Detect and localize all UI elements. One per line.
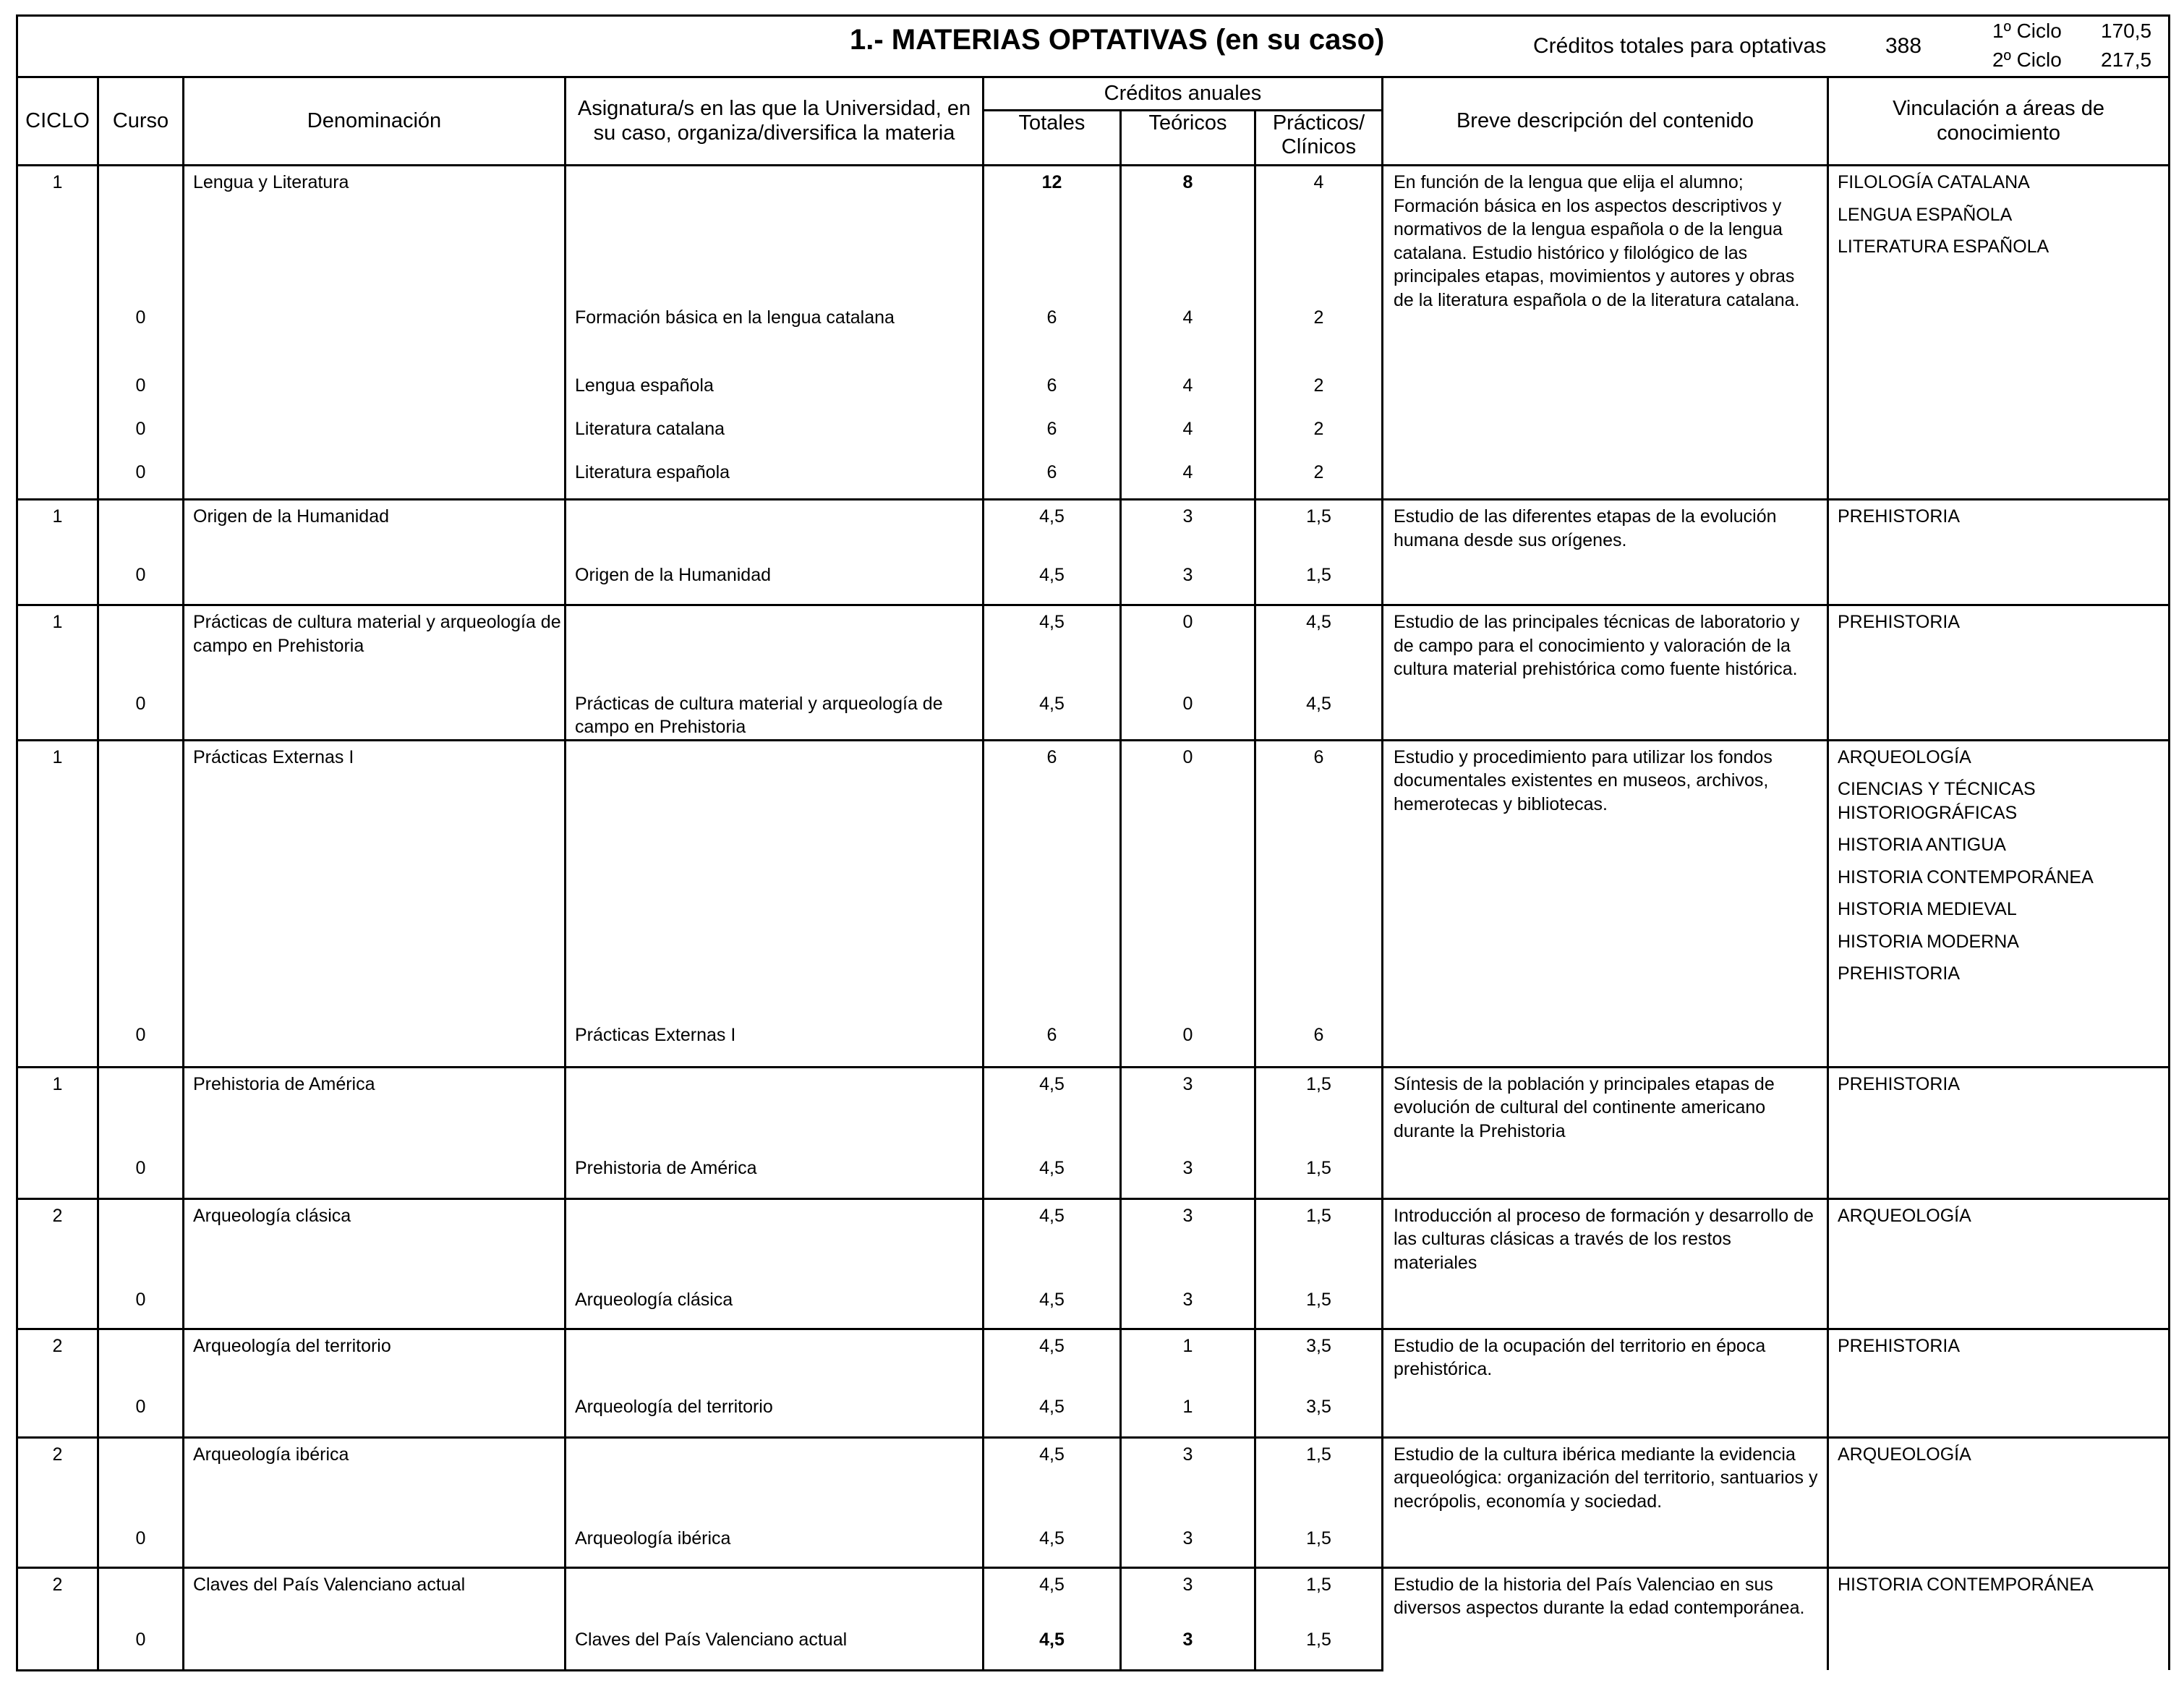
totales-cell: 6 [984,740,1121,1019]
practicos-cell: 1,5 [1255,1198,1383,1284]
ciclo-cell [17,1624,98,1670]
col-header-descripcion: Breve descripción del contenido [1383,77,1828,166]
materia-group [17,166,2170,500]
teoricos-cell: 3 [1121,1152,1255,1198]
denominacion-cell: Claves del País Valenciano actual [184,1567,566,1624]
totales-cell: 6 [984,370,1121,413]
vinculacion-cell [1828,1567,2170,1670]
curso-cell [98,1329,184,1391]
practicos-cell: 2 [1255,302,1383,370]
ciclo-cell [17,559,98,605]
teoricos-cell: 3 [1121,1067,1255,1152]
curso-cell [98,1198,184,1284]
denominacion-cell: Prácticas de cultura material y arqueología de campo en Prehistoria [184,605,566,688]
curso-cell [98,166,184,302]
ciclo-cell [17,370,98,413]
area-item: HISTORIA CONTEMPORÁNEA [1838,866,2094,887]
ciclo1-label: 1º Ciclo [1992,20,2062,42]
practicos-cell: 2 [1255,456,1383,500]
materia-group [17,1198,2170,1329]
ciclo-cell: 1 [17,166,98,302]
practicos-cell: 1,5 [1255,1152,1383,1198]
practicos-cell: 6 [1255,1019,1383,1067]
teoricos-cell: 4 [1121,370,1255,413]
teoricos-cell: 8 [1121,166,1255,302]
ciclo-cell [17,1152,98,1198]
ciclo1-value: 170,5 [2101,20,2152,42]
totales-cell: 4,5 [984,1624,1121,1670]
materia-row [17,1329,2170,1391]
optativas-table-wrapper [16,14,2168,1671]
descripcion-cell: En función de la lengua que elija el alumno; Formación básica en los aspectos descriptivos y normativos de la lengua española o de la lengua catalana. Estudio histórico y filológico de las principales etapas, movimientos y autores y obras de la literatura española o de la literatura catalana. [1383,166,1828,500]
col-header-denominacion: Denominación [184,77,566,166]
materia-group [17,1329,2170,1437]
materia-row [17,166,2170,302]
materia-group [17,1437,2170,1567]
asignatura-cell [566,500,984,559]
curso-cell [98,740,184,1019]
descripcion-cell: Estudio de la ocupación del territorio en época prehistórica. [1383,1329,1828,1437]
descripcion-cell: Estudio y procedimiento para utilizar los fondos documentales existentes en museos, archivos, hemerotecas y bibliotecas. [1383,740,1828,1067]
creditos-totales-value: 388 [1885,34,1922,58]
descripcion-cell: Síntesis de la población y principales etapas de evolución de cultural del continente americano durante la Prehistoria [1383,1067,1828,1198]
teoricos-cell: 0 [1121,1019,1255,1067]
practicos-cell: 1,5 [1255,1567,1383,1624]
teoricos-cell: 4 [1121,413,1255,456]
area-item: ARQUEOLOGÍA [1838,1205,1971,1226]
vinculacion-cell [1828,605,2170,741]
area-item: HISTORIA CONTEMPORÁNEA [1838,1574,2094,1595]
teoricos-cell: 0 [1121,688,1255,741]
ciclo-cell: 2 [17,1198,98,1284]
denominacion-cell [184,1624,566,1670]
materia-row [17,1198,2170,1284]
asignatura-cell: Lengua española [566,370,984,413]
teoricos-cell: 3 [1121,1437,1255,1522]
materia-group [17,500,2170,605]
materia-row [17,1437,2170,1522]
denominacion-cell [184,456,566,500]
practicos-cell: 4,5 [1255,605,1383,688]
teoricos-cell: 3 [1121,500,1255,559]
practicos-cell: 1,5 [1255,1067,1383,1152]
vinculacion-cell [1828,500,2170,605]
curso-cell: 0 [98,1284,184,1329]
asignatura-cell: Arqueología del territorio [566,1391,984,1437]
practicos-cell: 4 [1255,166,1383,302]
asignatura-cell [566,1198,984,1284]
totales-cell: 4,5 [984,1391,1121,1437]
teoricos-cell: 1 [1121,1329,1255,1391]
asignatura-cell [566,1437,984,1522]
optativas-table [16,14,2170,1671]
practicos-cell: 3,5 [1255,1391,1383,1437]
ciclo-cell [17,456,98,500]
practicos-cell: 1,5 [1255,500,1383,559]
denominacion-cell: Prácticas Externas I [184,740,566,1019]
descripcion-cell: Estudio de las diferentes etapas de la evolución humana desde sus orígenes. [1383,500,1828,605]
vinculacion-cell [1828,166,2170,500]
materia-group [17,1067,2170,1198]
area-item: LITERATURA ESPAÑOLA [1838,237,2049,257]
descripcion-cell: Estudio de la historia del País Valenciao en sus diversos aspectos durante la edad contemporánea. [1383,1567,1828,1670]
totales-cell: 4,5 [984,1284,1121,1329]
denominacion-cell [184,559,566,605]
page-title: 1.- MATERIAS OPTATIVAS (en su caso) [850,24,1385,56]
area-item: ARQUEOLOGÍA [1838,746,1971,767]
denominacion-cell: Arqueología del territorio [184,1329,566,1391]
teoricos-cell: 3 [1121,1567,1255,1624]
practicos-cell: 2 [1255,413,1383,456]
col-header-ciclo: CICLO [17,77,98,166]
practicos-cell: 6 [1255,740,1383,1019]
ciclo-cell [17,1391,98,1437]
vinculacion-cell [1828,740,2170,1067]
curso-cell: 0 [98,559,184,605]
denominacion-cell: Origen de la Humanidad [184,500,566,559]
descripcion-cell: Estudio de la cultura ibérica mediante la evidencia arqueológica: organización del territorio, santuarios y necrópolis, economía y sociedad. [1383,1437,1828,1567]
ciclo-cell [17,688,98,741]
totales-cell: 4,5 [984,1152,1121,1198]
totales-cell: 4,5 [984,1567,1121,1624]
asignatura-cell [566,740,984,1019]
creditos-totales-label: Créditos totales para optativas [1533,34,1827,58]
totales-cell: 4,5 [984,688,1121,741]
denominacion-cell [184,688,566,741]
asignatura-cell: Formación básica en la lengua catalana [566,302,984,370]
teoricos-cell: 1 [1121,1391,1255,1437]
practicos-cell: 1,5 [1255,1437,1383,1522]
curso-cell: 0 [98,456,184,500]
asignatura-cell: Literatura española [566,456,984,500]
curso-cell [98,500,184,559]
ciclo-cell: 1 [17,500,98,559]
materia-row [17,1567,2170,1624]
teoricos-cell: 3 [1121,1284,1255,1329]
curso-cell: 0 [98,1019,184,1067]
totales-cell: 4,5 [984,1522,1121,1567]
col-header-totales: Totales [984,111,1121,166]
totales-cell: 4,5 [984,500,1121,559]
ciclo-cell: 2 [17,1329,98,1391]
ciclo-cell [17,1019,98,1067]
denominacion-cell [184,370,566,413]
denominacion-cell: Arqueología clásica [184,1198,566,1284]
asignatura-cell: Arqueología clásica [566,1284,984,1329]
col-header-practicos: Prácticos/ Clínicos [1255,111,1383,166]
practicos-cell: 3,5 [1255,1329,1383,1391]
curso-cell: 0 [98,1522,184,1567]
totales-cell: 12 [984,166,1121,302]
area-item: PREHISTORIA [1838,963,1961,984]
area-item: HISTORIA MODERNA [1838,931,2019,952]
denominacion-cell [184,1284,566,1329]
vinculacion-cell [1828,1198,2170,1329]
area-item: HISTORIA ANTIGUA [1838,835,2006,855]
teoricos-cell: 0 [1121,605,1255,688]
descripcion-cell: Introducción al proceso de formación y desarrollo de las culturas clásicas a través de los restos materiales [1383,1198,1828,1329]
denominacion-cell [184,1391,566,1437]
ciclo-cell: 1 [17,1067,98,1152]
denominacion-cell: Arqueología ibérica [184,1437,566,1522]
area-item: PREHISTORIA [1838,612,1961,632]
col-header-curso: Curso [98,77,184,166]
curso-cell: 0 [98,370,184,413]
materia-row [17,1067,2170,1152]
area-item: PREHISTORIA [1838,1073,1961,1094]
practicos-cell: 4,5 [1255,688,1383,741]
vinculacion-cell [1828,1437,2170,1567]
asignatura-cell: Origen de la Humanidad [566,559,984,605]
practicos-cell: 1,5 [1255,1284,1383,1329]
materia-group [17,1567,2170,1670]
ciclo-cell: 2 [17,1567,98,1624]
denominacion-cell [184,1019,566,1067]
asignatura-cell [566,1567,984,1624]
totales-cell: 4,5 [984,1329,1121,1391]
denominacion-cell: Prehistoria de América [184,1067,566,1152]
practicos-cell: 1,5 [1255,559,1383,605]
teoricos-cell: 3 [1121,559,1255,605]
area-item: PREHISTORIA [1838,1335,1961,1356]
ciclo2-value: 217,5 [2101,48,2152,71]
ciclo-cell: 1 [17,605,98,688]
asignatura-cell [566,1067,984,1152]
area-item: PREHISTORIA [1838,506,1961,527]
descripcion-cell: Estudio de las principales técnicas de laboratorio y de campo para el conocimiento y valoración de la cultura material prehistórica como fuente histórica. [1383,605,1828,741]
teoricos-cell: 4 [1121,456,1255,500]
curso-cell [98,605,184,688]
ciclo-cell [17,1284,98,1329]
teoricos-cell: 4 [1121,302,1255,370]
asignatura-cell [566,1329,984,1391]
asignatura-cell: Prácticas Externas I [566,1019,984,1067]
practicos-cell: 2 [1255,370,1383,413]
curso-cell [98,1567,184,1624]
area-item: ARQUEOLOGÍA [1838,1444,1971,1465]
teoricos-cell: 3 [1121,1522,1255,1567]
ciclo-cell [17,413,98,456]
totales-cell: 6 [984,456,1121,500]
materia-row [17,605,2170,688]
asignatura-cell: Prehistoria de América [566,1152,984,1198]
ciclo-cell: 1 [17,740,98,1019]
materia-group [17,605,2170,741]
col-header-creditos: Créditos anuales [984,77,1383,111]
col-header-teoricos: Teóricos [1121,111,1255,166]
asignatura-cell: Arqueología ibérica [566,1522,984,1567]
curso-cell: 0 [98,1152,184,1198]
practicos-cell: 1,5 [1255,1522,1383,1567]
ciclo-cell: 2 [17,1437,98,1522]
asignatura-cell: Claves del País Valenciano actual [566,1624,984,1670]
area-item: FILOLOGÍA CATALANA [1838,172,2030,192]
materia-row [17,500,2170,559]
teoricos-cell: 3 [1121,1624,1255,1670]
ciclo-cell [17,1522,98,1567]
totales-cell: 6 [984,413,1121,456]
denominacion-cell [184,413,566,456]
curso-cell: 0 [98,413,184,456]
practicos-cell: 1,5 [1255,1624,1383,1670]
ciclo2-label: 2º Ciclo [1992,48,2062,71]
asignatura-cell [566,166,984,302]
totales-cell: 4,5 [984,1437,1121,1522]
vinculacion-cell [1828,1067,2170,1198]
totales-cell: 4,5 [984,605,1121,688]
asignatura-cell [566,605,984,688]
denominacion-cell [184,1152,566,1198]
teoricos-cell: 3 [1121,1198,1255,1284]
curso-cell [98,1067,184,1152]
materia-row [17,740,2170,1019]
curso-cell: 0 [98,1624,184,1670]
curso-cell: 0 [98,302,184,370]
area-item: LENGUA ESPAÑOLA [1838,204,2013,225]
totales-cell: 4,5 [984,1067,1121,1152]
totales-cell: 6 [984,302,1121,370]
area-item: HISTORIA MEDIEVAL [1838,899,2017,919]
ciclo-cell [17,302,98,370]
totales-cell: 4,5 [984,559,1121,605]
curso-cell: 0 [98,688,184,741]
totales-cell: 6 [984,1019,1121,1067]
curso-cell [98,1437,184,1522]
denominacion-cell: Lengua y Literatura [184,166,566,302]
col-header-vinculacion: Vinculación a áreas de conocimiento [1828,77,2170,166]
col-header-asignatura: Asignatura/s en las que la Universidad, en su caso, organiza/diversifica la materia [566,77,984,166]
asignatura-cell: Literatura catalana [566,413,984,456]
area-item: CIENCIAS Y TÉCNICAS HISTORIOGRÁFICAS [1838,779,2036,823]
asignatura-cell: Prácticas de cultura material y arqueología de campo en Prehistoria [566,688,984,741]
totales-cell: 4,5 [984,1198,1121,1284]
denominacion-cell [184,302,566,370]
denominacion-cell [184,1522,566,1567]
vinculacion-cell [1828,1329,2170,1437]
curso-cell: 0 [98,1391,184,1437]
header-band [17,16,2170,77]
materia-group [17,740,2170,1067]
teoricos-cell: 0 [1121,740,1255,1019]
